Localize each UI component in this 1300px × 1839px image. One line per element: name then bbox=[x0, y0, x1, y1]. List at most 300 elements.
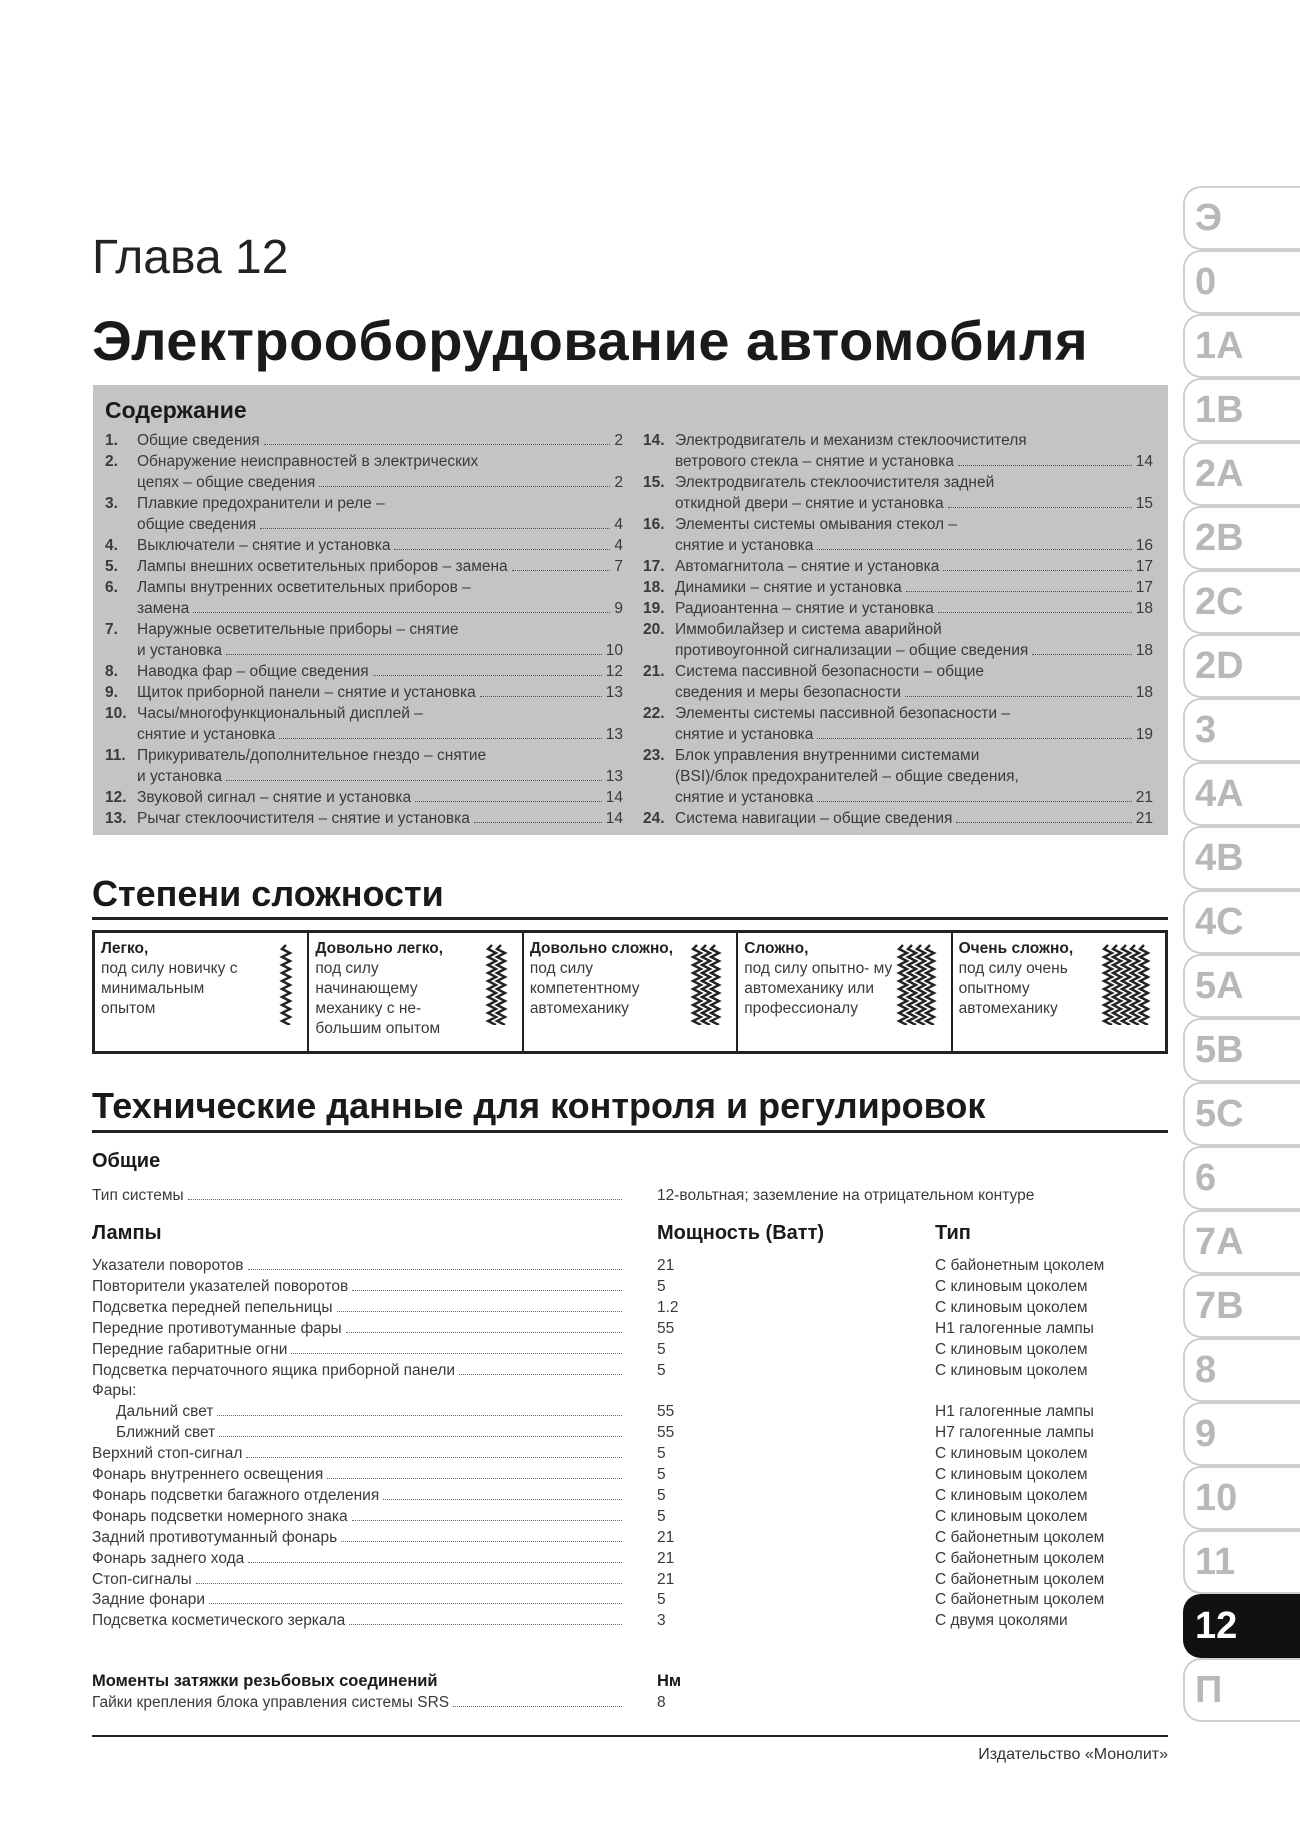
difficulty-level bbox=[95, 933, 307, 1051]
contents-item-text: Прикуриватель/дополнительное гнездо – снятие bbox=[137, 747, 487, 764]
spec-value: 12-вольтная; заземление на отрицательном контуре bbox=[657, 1187, 1035, 1204]
dot-leader bbox=[209, 1603, 622, 1604]
spec-name-text: Указатели поворотов bbox=[92, 1257, 244, 1274]
spec-name bbox=[92, 1319, 622, 1339]
spec-row bbox=[92, 1693, 1168, 1713]
contents-item-body bbox=[675, 430, 1153, 472]
dot-leader bbox=[474, 822, 602, 823]
contents-item[interactable] bbox=[643, 745, 1153, 808]
type-column-header: Тип bbox=[935, 1222, 971, 1244]
spec-value: 5 bbox=[657, 1445, 666, 1463]
contents-item-text: Элементы системы пассивной безопасности – bbox=[675, 705, 1010, 722]
difficulty-level-description: под силу опытно- му автомеханику или профессионалу bbox=[744, 960, 893, 1017]
contents-item[interactable] bbox=[643, 661, 1153, 703]
spec-value: 8 bbox=[657, 1694, 666, 1711]
contents-item-body bbox=[675, 703, 1153, 745]
contents-item-line bbox=[137, 661, 623, 682]
contents-item[interactable] bbox=[105, 619, 623, 661]
contents-item-text: Обнаружение неисправностей в электрических bbox=[137, 453, 479, 470]
chapter-tab[interactable]: Э bbox=[1183, 186, 1300, 250]
chapter-tab[interactable]: 12 bbox=[1183, 1594, 1300, 1658]
contents-title: Содержание bbox=[105, 397, 247, 423]
contents-item-line bbox=[137, 808, 623, 829]
contents-item-number: 24. bbox=[643, 810, 665, 827]
contents-item[interactable] bbox=[105, 745, 623, 787]
contents-item-page: 4 bbox=[614, 537, 623, 554]
spec-value: 21 bbox=[657, 1570, 675, 1588]
spec-type: H1 галогенные лампы bbox=[935, 1403, 1094, 1421]
contents-item[interactable] bbox=[105, 577, 623, 619]
contents-item[interactable] bbox=[643, 619, 1153, 661]
spec-name-text: Фары: bbox=[92, 1382, 137, 1400]
dot-leader bbox=[226, 654, 602, 655]
contents-item[interactable] bbox=[105, 682, 623, 703]
contents-item-line bbox=[137, 703, 623, 724]
contents-item-page: 19 bbox=[1135, 726, 1153, 743]
dot-leader bbox=[260, 528, 610, 529]
contents-item-line bbox=[137, 472, 623, 493]
contents-item-line bbox=[675, 787, 1153, 808]
contents-item-line bbox=[675, 472, 1153, 493]
contents-item-page: 15 bbox=[1135, 495, 1153, 512]
contents-item-number: 4. bbox=[105, 537, 118, 554]
contents-item-page: 17 bbox=[1135, 558, 1153, 575]
spring-icon bbox=[895, 943, 941, 1025]
spec-type: С байонетным цоколем bbox=[935, 1528, 1105, 1546]
contents-item-text: Электродвигатель стеклоочистителя задней bbox=[675, 474, 995, 491]
contents-item-line bbox=[137, 577, 623, 598]
contents-item-line bbox=[137, 766, 623, 787]
contents-item-number: 11. bbox=[105, 747, 126, 764]
contents-item-text: Наружные осветительные приборы – снятие bbox=[137, 621, 459, 638]
contents-item-page: 10 bbox=[605, 642, 623, 659]
contents-item-body bbox=[675, 808, 1153, 829]
contents-item-text: снятие и установка bbox=[675, 726, 814, 743]
contents-item-text: цепях – общие сведения bbox=[137, 474, 316, 491]
dot-leader bbox=[291, 1353, 622, 1354]
spec-type: С клиновым цоколем bbox=[935, 1486, 1088, 1504]
spec-name-text: Подсветка косметического зеркала bbox=[92, 1612, 346, 1630]
spring-icon bbox=[484, 943, 512, 1025]
contents-item-body bbox=[137, 703, 623, 745]
chapter-tab[interactable]: 8 bbox=[1183, 1338, 1300, 1402]
contents-item-text: Система навигации – общие сведения bbox=[675, 810, 953, 827]
contents-item-line bbox=[675, 535, 1153, 556]
spec-type: С клиновым цоколем bbox=[935, 1340, 1088, 1358]
contents-item-line bbox=[137, 619, 623, 640]
contents-item-text: ветрового стекла – снятие и установка bbox=[675, 453, 954, 470]
contents-item-page: 13 bbox=[605, 684, 623, 701]
spring-icon bbox=[1100, 943, 1155, 1025]
contents-item-number: 5. bbox=[105, 558, 118, 575]
contents-item-text: Часы/многофункциональный дисплей – bbox=[137, 705, 423, 722]
contents-item-page: 9 bbox=[614, 600, 623, 617]
dot-leader bbox=[341, 1541, 622, 1542]
contents-item-page: 17 bbox=[1135, 579, 1153, 596]
contents-item-text: Наводка фар – общие сведения bbox=[137, 663, 369, 680]
spec-type: H7 галогенные лампы bbox=[935, 1424, 1094, 1442]
contents-item-line bbox=[137, 493, 623, 514]
spec-name-text: Повторители указателей поворотов bbox=[92, 1277, 349, 1295]
contents-item-line bbox=[137, 598, 623, 619]
contents-item-line bbox=[137, 535, 623, 556]
contents-item-body bbox=[675, 577, 1153, 598]
contents-item[interactable] bbox=[105, 451, 623, 493]
contents-item-page: 4 bbox=[614, 516, 623, 533]
spec-row bbox=[92, 1361, 1168, 1381]
spec-row bbox=[92, 1277, 1168, 1297]
spec-value: 5 bbox=[657, 1361, 666, 1379]
dot-leader bbox=[264, 444, 611, 445]
contents-item-number: 20. bbox=[643, 621, 665, 638]
contents-item-text: Система пассивной безопасности – общие bbox=[675, 663, 985, 680]
contents-item-page: 2 bbox=[614, 432, 623, 449]
spec-name-text: Фонарь подсветки багажного отделения bbox=[92, 1486, 380, 1504]
spec-value: 5 bbox=[657, 1591, 666, 1609]
spec-row bbox=[92, 1402, 1168, 1422]
spec-row bbox=[92, 1570, 1168, 1590]
contents-item-number: 12. bbox=[105, 789, 127, 806]
chapter-tab[interactable]: 0 bbox=[1183, 250, 1300, 314]
dot-leader bbox=[906, 591, 1132, 592]
dot-leader bbox=[349, 1624, 622, 1625]
chapter-tab[interactable]: 6 bbox=[1183, 1146, 1300, 1210]
spec-type: С клиновым цоколем bbox=[935, 1361, 1088, 1379]
spec-row bbox=[92, 1549, 1168, 1569]
page-title: Электрооборудование автомобиля bbox=[92, 309, 1089, 372]
contents-item-body bbox=[137, 535, 623, 556]
contents-item-body bbox=[137, 493, 623, 535]
chapter-tab[interactable]: 3 bbox=[1183, 698, 1300, 762]
chapter-tab[interactable]: 1A bbox=[1183, 314, 1300, 378]
spec-name bbox=[92, 1486, 622, 1506]
spec-name bbox=[92, 1465, 622, 1485]
contents-item[interactable] bbox=[105, 556, 623, 577]
spec-name-text: Верхний стоп-сигнал bbox=[92, 1445, 243, 1463]
contents-item-text: Элементы системы омывания стекол – bbox=[675, 516, 957, 533]
dot-leader bbox=[279, 738, 601, 739]
spec-name-text: Дальний свет bbox=[116, 1403, 214, 1421]
contents-item-body bbox=[675, 745, 1153, 808]
contents-item-line bbox=[675, 493, 1153, 514]
contents-item-body bbox=[675, 472, 1153, 514]
contents-item-number: 15. bbox=[643, 474, 665, 491]
difficulty-level-title: Сложно, bbox=[744, 940, 809, 957]
contents-item-line bbox=[675, 640, 1153, 661]
contents-item-body bbox=[137, 577, 623, 619]
contents-item-text: Радиоантенна – снятие и установка bbox=[675, 600, 934, 617]
spec-value: 1.2 bbox=[657, 1298, 679, 1316]
contents-item-page: 14 bbox=[605, 810, 623, 827]
contents-item-text: Лампы внешних осветительных приборов – замена bbox=[137, 558, 508, 575]
contents-item-number: 6. bbox=[105, 579, 118, 596]
spec-name bbox=[92, 1340, 622, 1360]
contents-item[interactable] bbox=[643, 472, 1153, 514]
dot-leader bbox=[817, 801, 1131, 802]
spec-value: 21 bbox=[657, 1257, 675, 1274]
spec-row bbox=[92, 1486, 1168, 1506]
contents-item-number: 16. bbox=[643, 516, 665, 533]
spring-coil bbox=[282, 945, 290, 1025]
contents-item-line bbox=[675, 682, 1153, 703]
chapter-tab[interactable]: 2C bbox=[1183, 570, 1300, 634]
chapter-tab[interactable]: 7B bbox=[1183, 1274, 1300, 1338]
contents-item-text: замена bbox=[137, 600, 190, 617]
contents-item-text: Выключатели – снятие и установка bbox=[137, 537, 391, 554]
contents-item-line bbox=[675, 451, 1153, 472]
contents-item-number: 3. bbox=[105, 495, 118, 512]
contents-column-right bbox=[643, 430, 1153, 829]
spring-icon bbox=[278, 943, 297, 1025]
dot-leader bbox=[453, 1706, 622, 1707]
spec-value: 5 bbox=[657, 1277, 666, 1295]
contents-item-text: откидной двери – снятие и установка bbox=[675, 495, 944, 512]
contents-item-line bbox=[137, 724, 623, 745]
spec-name-text: Фонарь заднего хода bbox=[92, 1549, 245, 1567]
difficulty-level bbox=[951, 933, 1165, 1051]
contents-item[interactable] bbox=[643, 556, 1153, 577]
chapter-tab[interactable]: 4A bbox=[1183, 762, 1300, 826]
spec-type: H1 галогенные лампы bbox=[935, 1319, 1094, 1337]
spec-name bbox=[92, 1570, 622, 1590]
spec-value: 55 bbox=[657, 1319, 675, 1337]
contents-item-page: 21 bbox=[1135, 810, 1153, 827]
contents-item[interactable] bbox=[643, 598, 1153, 619]
tech-heading: Технические данные для контроля и регулировок bbox=[92, 1085, 986, 1126]
contents-item-text: общие сведения bbox=[137, 516, 257, 533]
contents-item-body bbox=[137, 619, 623, 661]
spec-name bbox=[92, 1381, 622, 1401]
dot-leader bbox=[319, 486, 610, 487]
dot-leader bbox=[1032, 654, 1132, 655]
chapter-tab[interactable]: 10 bbox=[1183, 1466, 1300, 1530]
dot-leader bbox=[352, 1520, 622, 1521]
dot-leader bbox=[817, 738, 1131, 739]
contents-item-text: сведения и меры безопасности bbox=[675, 684, 901, 701]
chapter-tab[interactable]: 7A bbox=[1183, 1210, 1300, 1274]
contents-item[interactable] bbox=[105, 808, 623, 829]
contents-item-line bbox=[137, 451, 623, 472]
spec-name-text: Тип системы bbox=[92, 1187, 184, 1204]
dot-leader bbox=[943, 570, 1131, 571]
contents-item-line bbox=[137, 682, 623, 703]
spec-name bbox=[92, 1549, 622, 1569]
contents-item-body bbox=[137, 808, 623, 829]
dot-leader bbox=[217, 1415, 622, 1416]
dot-leader bbox=[415, 801, 602, 802]
chapter-tabs bbox=[1183, 186, 1300, 1722]
contents-item-line bbox=[675, 766, 1153, 787]
contents-item-number: 7. bbox=[105, 621, 118, 638]
contents-item-line bbox=[675, 703, 1153, 724]
contents-item[interactable] bbox=[105, 430, 623, 451]
spec-value: 55 bbox=[657, 1403, 675, 1421]
contents-item-page: 13 bbox=[605, 768, 623, 785]
contents-item-number: 1. bbox=[105, 432, 118, 449]
chapter-tab[interactable]: 2B bbox=[1183, 506, 1300, 570]
chapter-tab[interactable]: 4B bbox=[1183, 826, 1300, 890]
contents-item-number: 17. bbox=[643, 558, 665, 575]
difficulty-heading: Степени сложности bbox=[92, 873, 444, 914]
spec-type: С байонетным цоколем bbox=[935, 1591, 1105, 1609]
contents-item-text: Электродвигатель и механизм стеклоочистителя bbox=[675, 432, 1027, 449]
dot-leader bbox=[373, 675, 602, 676]
difficulty-level-description: под силу очень опытному автомеханику bbox=[958, 960, 1068, 1017]
dot-leader bbox=[248, 1562, 622, 1563]
spec-name-text: Фонарь подсветки номерного знака bbox=[92, 1507, 348, 1525]
spec-row bbox=[92, 1256, 1168, 1276]
difficulty-level-title: Довольно легко, bbox=[315, 940, 444, 957]
dot-leader bbox=[188, 1199, 622, 1200]
spec-name bbox=[92, 1528, 622, 1548]
contents-item-number: 13. bbox=[105, 810, 127, 827]
spec-row bbox=[92, 1340, 1168, 1360]
difficulty-level-description: под силу начинающему механику с не- большим опытом bbox=[315, 960, 441, 1037]
torque-label: Моменты затяжки резьбовых соединений bbox=[92, 1672, 438, 1690]
spec-name bbox=[92, 1423, 622, 1443]
spec-name-text: Передние габаритные огни bbox=[92, 1340, 288, 1358]
spec-type: С клиновым цоколем bbox=[935, 1277, 1088, 1295]
contents-item[interactable] bbox=[643, 577, 1153, 598]
dot-leader bbox=[480, 696, 602, 697]
spec-name bbox=[92, 1590, 622, 1610]
contents-item-body bbox=[675, 619, 1153, 661]
dot-leader bbox=[905, 696, 1132, 697]
contents-item-text: Плавкие предохранители и реле – bbox=[137, 495, 385, 512]
spec-value: 5 bbox=[657, 1486, 666, 1504]
contents-item-body bbox=[137, 745, 623, 787]
spec-row bbox=[92, 1423, 1168, 1443]
spec-type: С двумя цоколями bbox=[935, 1612, 1068, 1630]
dot-leader bbox=[246, 1457, 622, 1458]
contents-item-text: Рычаг стеклоочистителя – снятие и установка bbox=[137, 810, 470, 827]
contents-item-number: 14. bbox=[643, 432, 665, 449]
chapter-tab[interactable]: 4C bbox=[1183, 890, 1300, 954]
spec-name bbox=[92, 1361, 622, 1381]
dot-leader bbox=[459, 1374, 622, 1375]
dot-leader bbox=[938, 612, 1132, 613]
spec-name bbox=[92, 1444, 622, 1464]
spec-name-text: Гайки крепления блока управления системы SRS bbox=[92, 1694, 450, 1711]
contents-item-line bbox=[137, 745, 623, 766]
contents-item-number: 21. bbox=[643, 663, 665, 680]
contents-item-line bbox=[675, 430, 1153, 451]
contents-item[interactable] bbox=[643, 430, 1153, 472]
contents-item-page: 18 bbox=[1135, 642, 1153, 659]
contents-item-text: снятие и установка bbox=[675, 789, 814, 806]
contents-item[interactable] bbox=[105, 703, 623, 745]
contents-item-body bbox=[137, 661, 623, 682]
contents-item[interactable] bbox=[105, 787, 623, 808]
difficulty-level-description: под силу новичку с минимальным опытом bbox=[101, 960, 238, 1017]
spec-name-text: Подсветка перчаточного ящика приборной панели bbox=[92, 1361, 456, 1379]
chapter-tab[interactable]: 2A bbox=[1183, 442, 1300, 506]
contents-item-body bbox=[137, 430, 623, 451]
contents-item-line bbox=[137, 787, 623, 808]
contents-item-line bbox=[675, 556, 1153, 577]
spec-name-text: Фонарь внутреннего освещения bbox=[92, 1466, 324, 1483]
contents-item[interactable] bbox=[105, 661, 623, 682]
difficulty-rule bbox=[92, 917, 1168, 920]
contents-item-text: Динамики – снятие и установка bbox=[675, 579, 902, 596]
contents-item-body bbox=[675, 556, 1153, 577]
chapter-tab[interactable]: 5A bbox=[1183, 954, 1300, 1018]
contents-item-text: противоугонной сигнализации – общие сведения bbox=[675, 642, 1029, 659]
dot-leader bbox=[948, 507, 1132, 508]
contents-item-page: 7 bbox=[614, 558, 623, 575]
spec-row bbox=[92, 1507, 1168, 1527]
contents-item-page: 16 bbox=[1135, 537, 1153, 554]
dot-leader bbox=[394, 549, 610, 550]
contents-item[interactable] bbox=[643, 514, 1153, 556]
contents-item[interactable] bbox=[643, 808, 1153, 829]
contents-item-line bbox=[137, 430, 623, 451]
spec-type: С байонетным цоколем bbox=[935, 1570, 1105, 1588]
spec-value: 5 bbox=[657, 1507, 666, 1525]
chapter-tab[interactable]: 5C bbox=[1183, 1082, 1300, 1146]
spec-name bbox=[92, 1256, 622, 1276]
spec-row bbox=[92, 1186, 1168, 1206]
contents-item-page: 14 bbox=[605, 789, 623, 806]
contents-item-body bbox=[137, 682, 623, 703]
chapter-tab[interactable]: 9 bbox=[1183, 1402, 1300, 1466]
contents-item[interactable] bbox=[105, 535, 623, 556]
contents-item[interactable] bbox=[643, 703, 1153, 745]
contents-item-line bbox=[675, 724, 1153, 745]
publisher: Издательство «Монолит» bbox=[978, 1746, 1168, 1763]
contents-item[interactable] bbox=[105, 493, 623, 535]
spec-name-text: Задний противотуманный фонарь bbox=[92, 1528, 338, 1546]
chapter-tab[interactable]: 1B bbox=[1183, 378, 1300, 442]
chapter-tab[interactable]: 11 bbox=[1183, 1530, 1300, 1594]
contents-item-text: Звуковой сигнал – снятие и установка bbox=[137, 789, 412, 806]
contents-item-body bbox=[137, 451, 623, 493]
contents-item-text: Автомагнитола – снятие и установка bbox=[675, 558, 940, 575]
chapter-tab[interactable]: П bbox=[1183, 1658, 1300, 1722]
footer-rule bbox=[92, 1735, 1168, 1737]
spec-type: С клиновым цоколем bbox=[935, 1507, 1088, 1525]
chapter-tab[interactable]: 5B bbox=[1183, 1018, 1300, 1082]
chapter-tab[interactable]: 2D bbox=[1183, 634, 1300, 698]
contents-item-text: и установка bbox=[137, 768, 222, 785]
contents-item-page: 12 bbox=[605, 663, 623, 680]
contents-item-number: 23. bbox=[643, 747, 665, 764]
dot-leader bbox=[327, 1478, 622, 1479]
dot-leader bbox=[352, 1290, 622, 1291]
contents-item-line bbox=[675, 598, 1153, 619]
spec-name bbox=[92, 1611, 622, 1631]
power-column-header: Мощность (Ватт) bbox=[657, 1222, 825, 1244]
contents-item-line bbox=[675, 661, 1153, 682]
spec-value: 21 bbox=[657, 1549, 675, 1567]
dot-leader bbox=[346, 1332, 622, 1333]
contents-item-number: 22. bbox=[643, 705, 665, 722]
contents-item-text: Иммобилайзер и система аварийной bbox=[675, 621, 942, 638]
spec-row bbox=[92, 1444, 1168, 1464]
contents-item-line bbox=[137, 640, 623, 661]
contents-item-body bbox=[137, 787, 623, 808]
spec-value: 21 bbox=[657, 1528, 675, 1546]
torque-unit: Нм bbox=[657, 1672, 682, 1690]
spec-name bbox=[92, 1298, 622, 1318]
spec-name-text: Ближний свет bbox=[116, 1424, 216, 1442]
spec-value: 5 bbox=[657, 1340, 666, 1358]
contents-item-line bbox=[137, 514, 623, 535]
spec-row bbox=[92, 1381, 1168, 1401]
contents-item-text: Блок управления внутренними системами bbox=[675, 747, 980, 764]
spec-name-text: Задние фонари bbox=[92, 1591, 206, 1609]
dot-leader bbox=[226, 780, 602, 781]
